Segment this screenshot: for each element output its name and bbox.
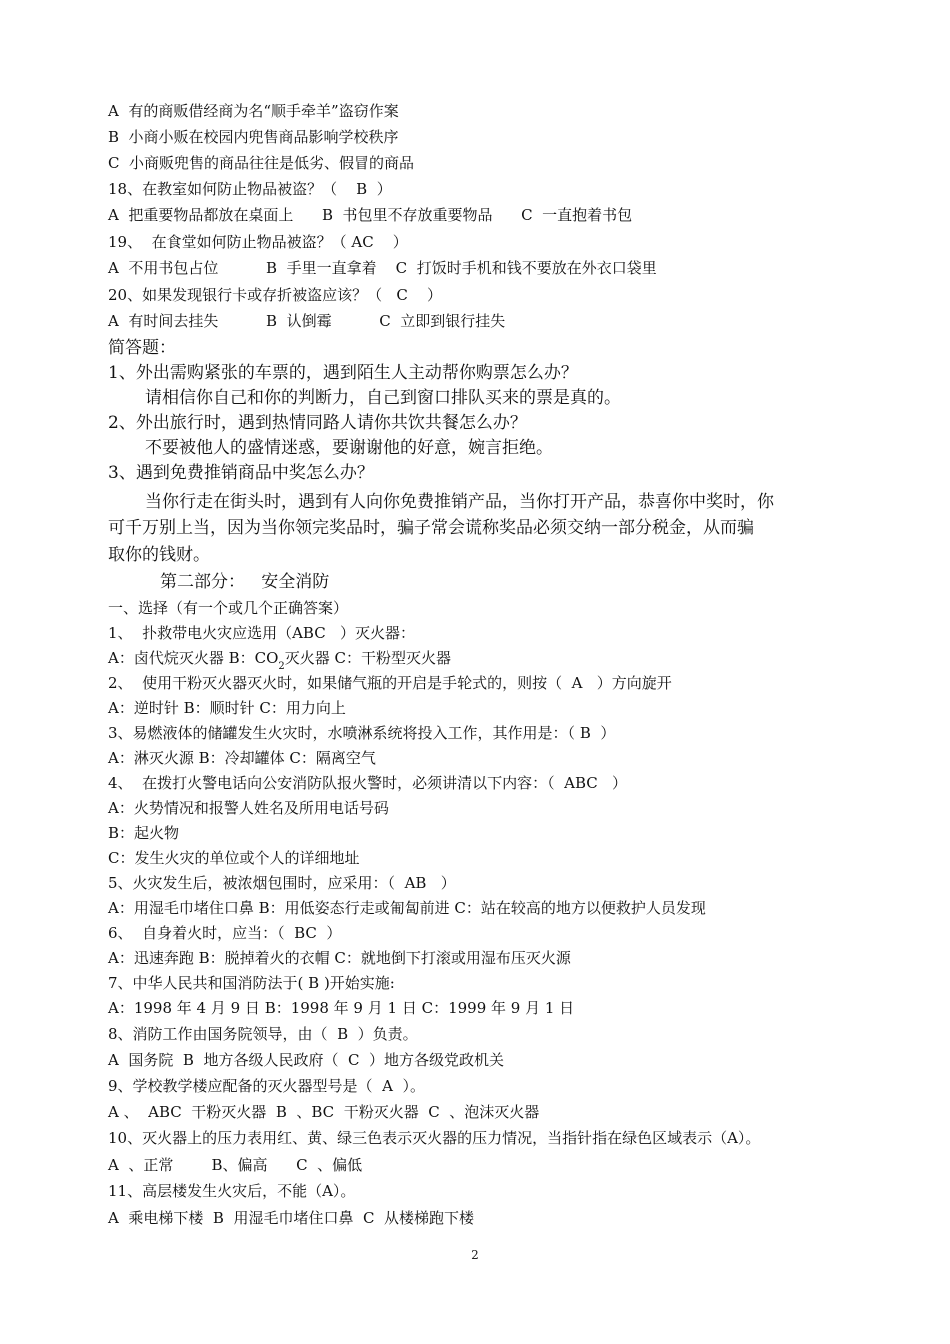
- option-line: C 小商贩兜售的商品往往是低劣、假冒的商品: [108, 154, 415, 172]
- section-heading-short-answer: 简答题：: [108, 338, 176, 358]
- option-line: A：淋灭火源 B：冷却罐体 C：隔离空气: [108, 749, 376, 767]
- option-line: B 小商小贩在校园内兜售商品影响学校秩序: [108, 128, 399, 146]
- option-line: A 、 ABC 干粉灭火器 B 、BC 干粉灭火器 C 、泡沫灭火器: [108, 1103, 540, 1121]
- fire-question-4: 4、 在拨打火警电话向公安消防队报火警时，必须讲清以下内容：（ ABC ）: [108, 774, 628, 792]
- fire-question-2: 2、 使用干粉灭火器灭火时，如果储气瓶的开启是手轮式的，则按（ A ）方向旋开: [108, 674, 672, 692]
- section-heading-choice: 一、选择（有一个或几个正确答案）: [108, 599, 349, 617]
- option-line: A：逆时针 B：顺时针 C：用力向上: [108, 699, 346, 717]
- option-line: B：起火物: [108, 824, 180, 842]
- question-18: 18、在教室如何防止物品被盗？（ B ）: [108, 180, 392, 198]
- fire-question-10: 10、灭火器上的压力表用红、黄、绿三色表示灭火器的压力情况，当指针指在绿色区域表示（A）。: [108, 1129, 761, 1147]
- fire-question-9: 9、学校教学楼应配备的灭火器型号是（ A ）。: [108, 1077, 425, 1095]
- short-question-3: 3、遇到免费推销商品中奖怎么办？: [108, 463, 374, 483]
- option-text: A：卤代烷灭火器 B：CO: [108, 649, 279, 667]
- short-question-1: 1、外出需购紧张的车票的，遇到陌生人主动帮你购票怎么办？: [108, 363, 578, 383]
- question-20: 20、如果发现银行卡或存折被盗应该？（ C ）: [108, 286, 442, 304]
- short-question-2: 2、外出旅行时，遇到热情同路人请你共饮共餐怎么办？: [108, 413, 527, 433]
- page-number: 2: [471, 1248, 479, 1262]
- fire-question-7: 7、中华人民共和国消防法于( B )开始实施:: [108, 974, 395, 992]
- answer-1: 请相信你自己和你的判断力，自己到窗口排队买来的票是真的。: [145, 388, 621, 408]
- answer-3-line-1: 当你行走在街头时，遇到有人向你免费推销产品，当你打开产品，恭喜你中奖时，你: [145, 492, 774, 512]
- question-19: 19、 在食堂如何防止物品被盗？（ AC ）: [108, 233, 408, 251]
- answer-3-line-3: 取你的钱财。: [108, 545, 210, 565]
- fire-question-5: 5、火灾发生后，被浓烟包围时，应采用：（ AB ）: [108, 874, 456, 892]
- part-two-heading: 第二部分： 安全消防: [160, 572, 330, 592]
- option-text: 灭火器 C：干粉型灭火器: [284, 649, 452, 667]
- answer-2: 不要被他人的盛情迷惑，要谢谢他的好意，婉言拒绝。: [145, 438, 553, 458]
- option-line: A 国务院 B 地方各级人民政府（ C ）地方各级党政机关: [108, 1051, 505, 1069]
- option-line: C：发生火灾的单位或个人的详细地址: [108, 849, 360, 867]
- fire-question-6: 6、 自身着火时，应当：（ BC ）: [108, 924, 342, 942]
- option-line: A：1998 年 4 月 9 日 B：1998 年 9 月 1 日 C：1999 年 9 月 1 日: [108, 999, 575, 1017]
- option-line: A 把重要物品都放在桌面上 B 书包里不存放重要物品 C 一直抱着书包: [108, 206, 633, 224]
- option-line: A 有时间去挂失 B 认倒霉 C 立即到银行挂失: [108, 312, 506, 330]
- option-line: A 不用书包占位 B 手里一直拿着 C 打饭时手机和钱不要放在外衣口袋里: [108, 259, 657, 277]
- fire-question-1: 1、 扑救带电火灾应选用（ABC ）灭火器：: [108, 624, 415, 642]
- option-line: A：火势情况和报警人姓名及所用电话号码: [108, 799, 389, 817]
- option-line: A：迅速奔跑 B：脱掉着火的衣帽 C：就地倒下打滚或用湿布压灭火源: [108, 949, 571, 967]
- answer-3-line-2: 可千万别上当，因为当你领完奖品时，骗子常会谎称奖品必须交纳一部分税金，从而骗: [108, 518, 754, 538]
- fire-question-11: 11、高层楼发生火灾后，不能（A）。: [108, 1182, 356, 1200]
- fire-question-3: 3、易燃液体的储罐发生火灾时，水喷淋系统将投入工作，其作用是：（ B ）: [108, 724, 616, 742]
- option-line: A 、正常 B、偏高 C 、偏低: [108, 1156, 363, 1174]
- fire-question-8: 8、消防工作由国务院领导，由（ B ）负责。: [108, 1025, 418, 1043]
- option-line: A 有的商贩借经商为名“顺手牵羊”盗窃作案: [108, 102, 399, 120]
- option-line: A：用湿毛巾堵住口鼻 B：用低姿态行走或匍匐前进 C：站在较高的地方以便救护人员发现: [108, 899, 706, 917]
- subscript-two: 2: [278, 661, 285, 672]
- option-line: A 乘电梯下楼 B 用湿毛巾堵住口鼻 C 从楼梯跑下楼: [108, 1209, 475, 1227]
